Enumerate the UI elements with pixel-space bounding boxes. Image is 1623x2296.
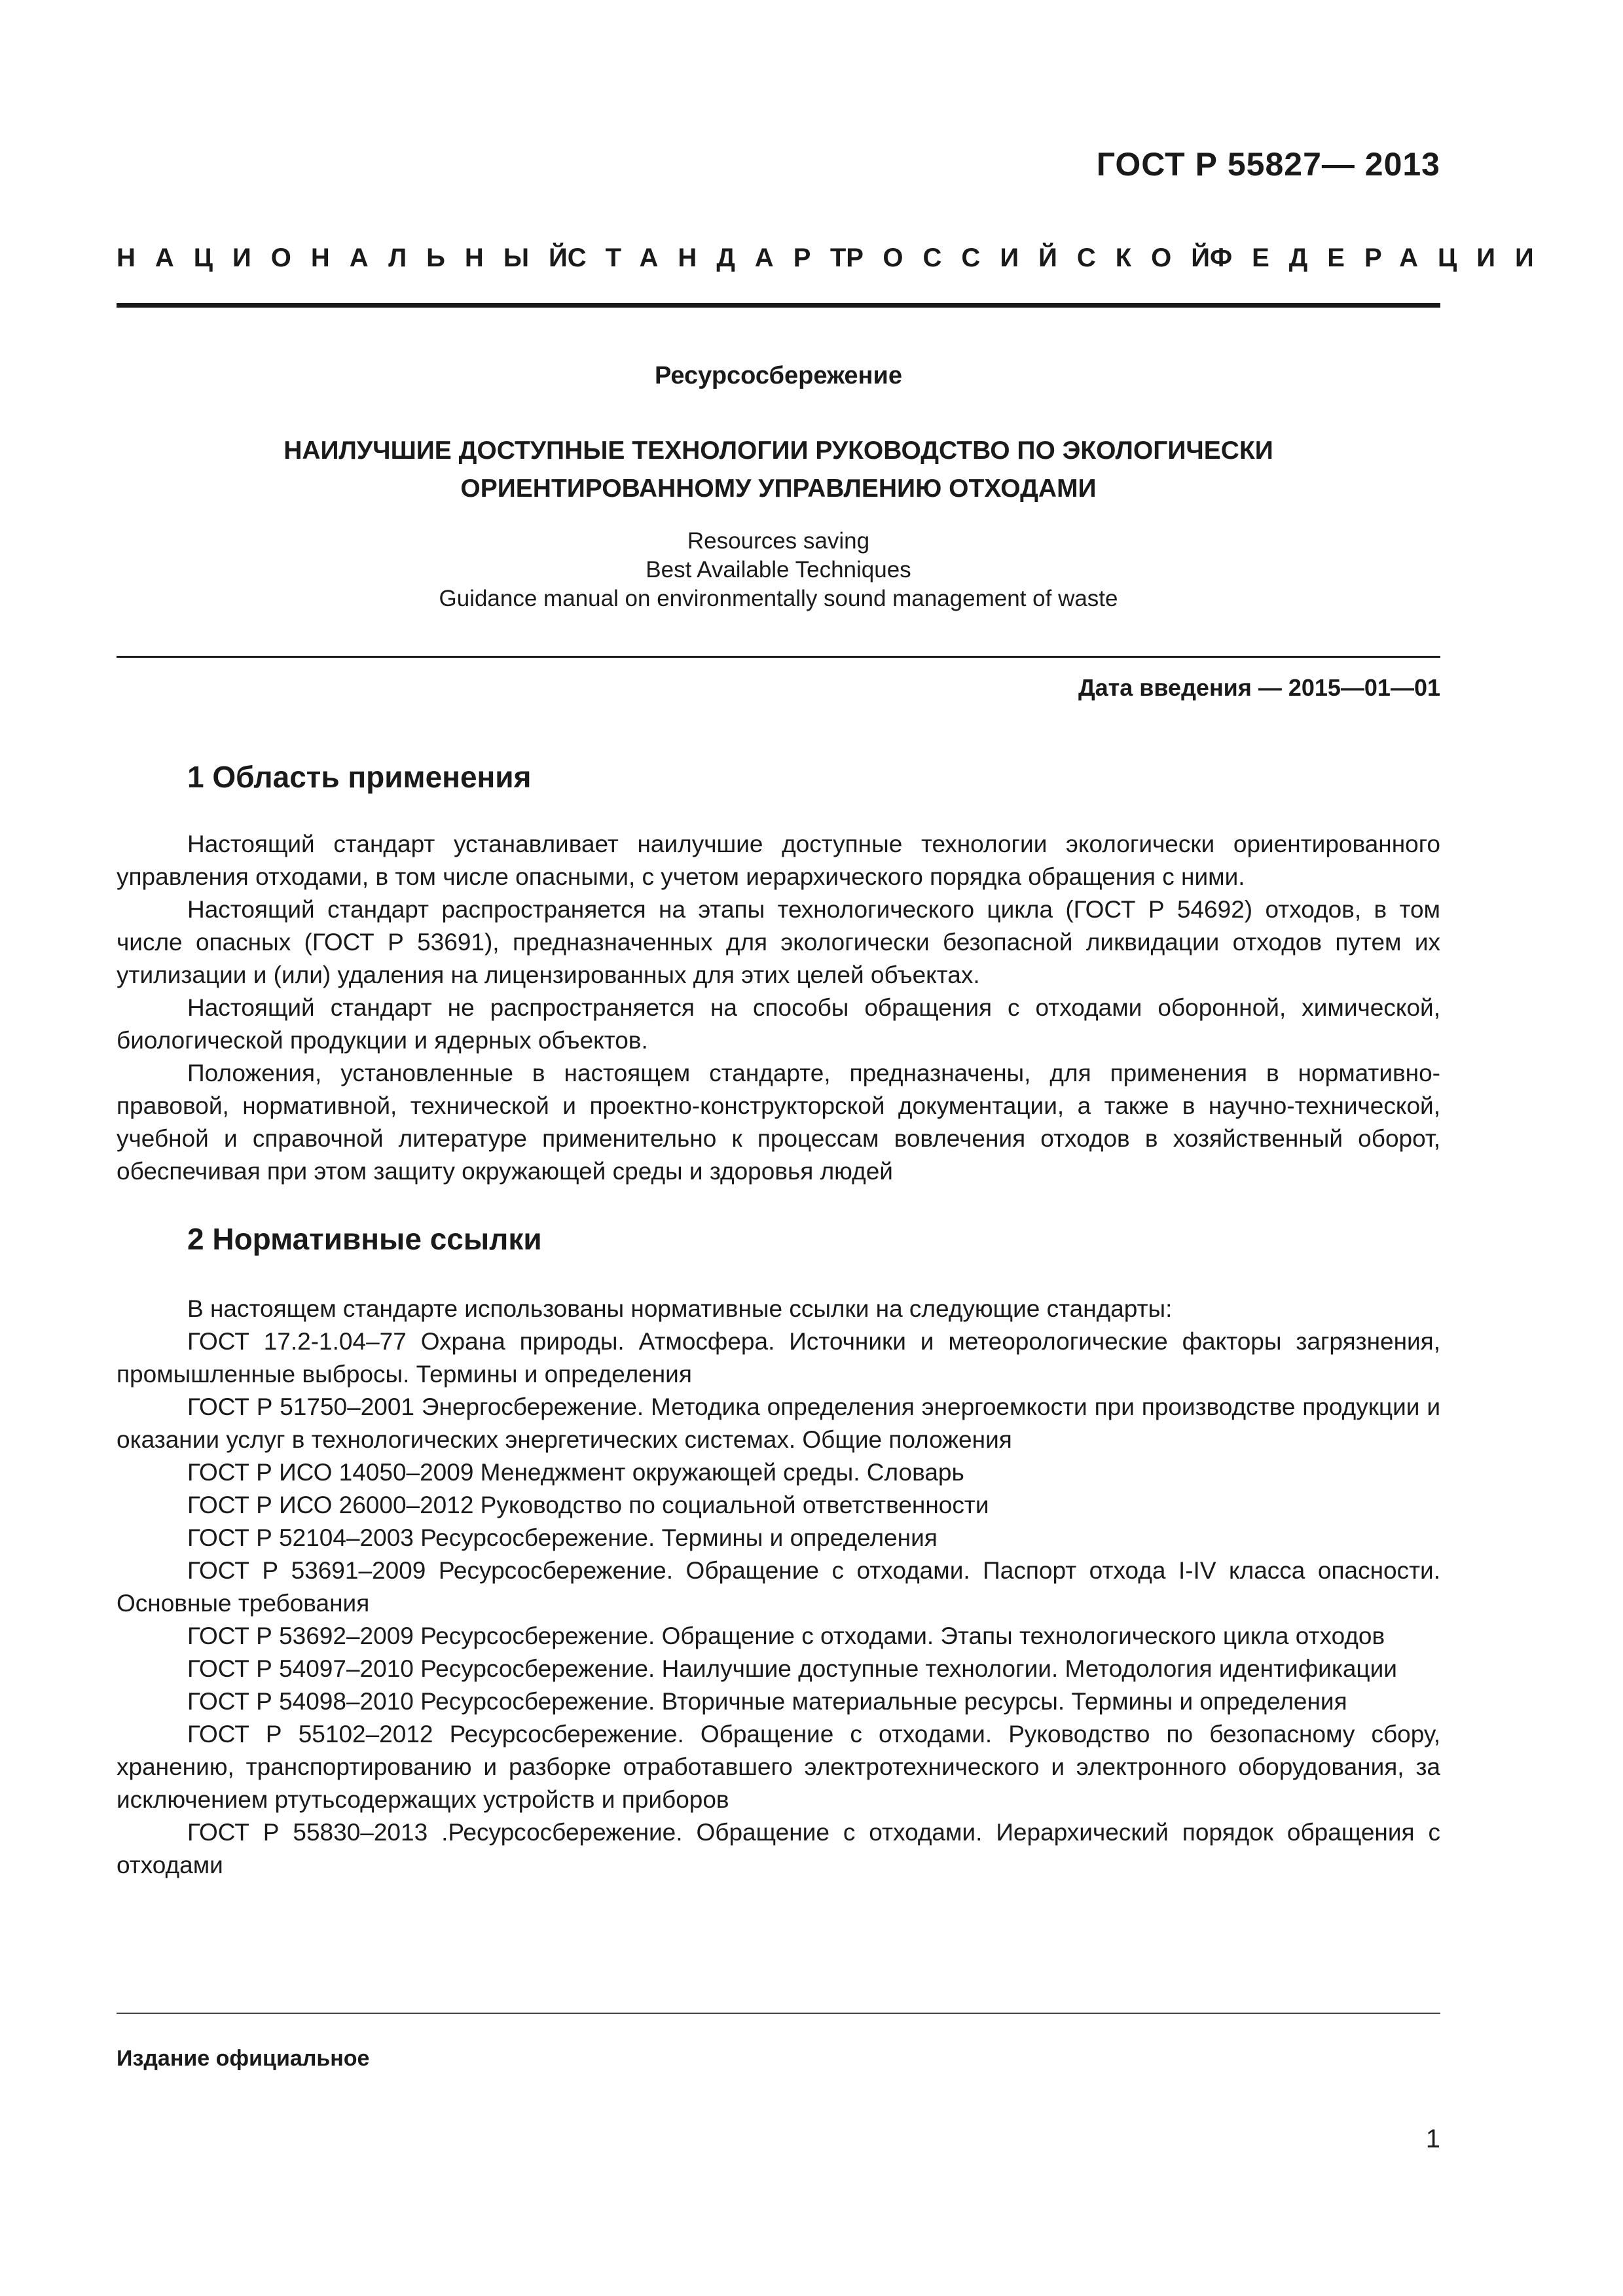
introduction-date: Дата введения — 2015—01—01 bbox=[1078, 674, 1440, 701]
english-title-line: Resources saving bbox=[687, 528, 870, 554]
reference-item: ГОСТ Р 55102–2012 Ресурсосбережение. Обращение с отходами. Руководство по безопасному сбору, хранению, транспортированию и разборке отработавшего электротехнического и электронного оборудования, за исключением ртутьсодержащих устройств и приборов bbox=[117, 1721, 1440, 1813]
title-divider bbox=[117, 656, 1440, 658]
reference-item: ГОСТ Р 53691–2009 Ресурсосбережение. Обращение с отходами. Паспорт отхода I-IV класса опасности. Основные требования bbox=[117, 1557, 1440, 1617]
reference-item: ГОСТ 17.2-1.04–77 Охрана природы. Атмосфера. Источники и метеорологические факторы загрязнения, промышленные выбросы. Термины и определения bbox=[117, 1328, 1440, 1388]
banner-word: НАЦИОНАЛЬНЫЙ bbox=[117, 243, 587, 272]
banner-word: РОССИЙСКОЙ bbox=[846, 243, 1230, 272]
reference-item: ГОСТ Р ИСО 14050–2009 Менеджмент окружающей среды. Словарь bbox=[187, 1459, 964, 1486]
edition-label: Издание официальное bbox=[117, 2046, 370, 2071]
banner-word: СТАНДАРТ bbox=[567, 243, 866, 272]
page-number: 1 bbox=[1425, 2125, 1440, 2153]
reference-item: ГОСТ Р ИСО 26000–2012 Руководство по социальной ответственности bbox=[187, 1492, 989, 1518]
english-title bbox=[117, 527, 1440, 613]
reference-item: ГОСТ Р 51750–2001 Энергосбережение. Методика определения энергоемкости при производстве продукции и оказании услуг в технологических энергетических системах. Общие положения bbox=[117, 1393, 1440, 1453]
document-number: ГОСТ Р 55827— 2013 bbox=[1096, 146, 1440, 183]
reference-item: ГОСТ Р 52104–2003 Ресурсосбережение. Термины и определения bbox=[187, 1524, 938, 1551]
paragraph: Настоящий стандарт устанавливает наилучшие доступные технологии экологически ориентированного управления отходами, в том числе опасными, с учетом иерархического порядка обращения с ними. bbox=[117, 831, 1440, 890]
document-page bbox=[117, 0, 1554, 2296]
national-standard-banner bbox=[117, 243, 1554, 273]
topic-heading: Ресурсосбережение bbox=[655, 362, 902, 389]
title-line: ОРИЕНТИРОВАННОМУ УПРАВЛЕНИЮ ОТХОДАМИ bbox=[460, 475, 1097, 503]
section-1-heading: 1 Область применения bbox=[187, 760, 532, 794]
reference-item: ГОСТ Р 54097–2010 Ресурсосбережение. Наилучшие доступные технологии. Методология идентификации bbox=[187, 1655, 1397, 1682]
document-title bbox=[117, 432, 1440, 508]
reference-item: ГОСТ Р 53692–2009 Ресурсосбережение. Обращение с отходами. Этапы технологического цикла отходов bbox=[187, 1623, 1385, 1649]
section-2-heading: 2 Нормативные ссылки bbox=[187, 1222, 542, 1256]
section-1-body bbox=[117, 828, 1440, 1188]
header-divider bbox=[117, 303, 1440, 308]
section-2-body bbox=[117, 1293, 1440, 1882]
english-title-line: Guidance manual on environmentally sound management of waste bbox=[439, 586, 1118, 611]
title-line: НАИЛУЧШИЕ ДОСТУПНЫЕ ТЕХНОЛОГИИ РУКОВОДСТВО ПО ЭКОЛОГИЧЕСКИ bbox=[283, 437, 1273, 465]
reference-item: ГОСТ Р 55830–2013 .Ресурсосбережение. Обращение с отходами. Иерархический порядок обращения с отходами bbox=[117, 1819, 1440, 1878]
paragraph: В настоящем стандарте использованы нормативные ссылки на следующие стандарты: bbox=[187, 1295, 1173, 1322]
english-title-line: Best Available Techniques bbox=[646, 557, 911, 583]
footer-divider bbox=[117, 2013, 1440, 2014]
banner-word: ФЕДЕРАЦИИ bbox=[1209, 243, 1554, 272]
reference-item: ГОСТ Р 54098–2010 Ресурсосбережение. Вторичные материальные ресурсы. Термины и определения bbox=[187, 1688, 1347, 1715]
paragraph: Настоящий стандарт распространяется на этапы технологического цикла (ГОСТ Р 54692) отходов, в том числе опасных (ГОСТ Р 53691), предназначенных для экологически безопасной ликвидации отходов путем их утилизации и (или) удаления на лицензированных для этих целей объектах. bbox=[117, 896, 1440, 988]
paragraph: Настоящий стандарт не распространяется на способы обращения с отходами оборонной, химической, биологической продукции и ядерных объектов. bbox=[117, 994, 1440, 1054]
paragraph: Положения, установленные в настоящем стандарте, предназначены, для применения в нормативно-правовой, нормативной, технической и проектно-конструкторской документации, а также в научно-технической, учебной и справочной литературе применительно к процессам вовлечения отходов в хозяйственный оборот, обеспечивая при этом защиту окружающей среды и здоровья людей bbox=[117, 1060, 1440, 1185]
